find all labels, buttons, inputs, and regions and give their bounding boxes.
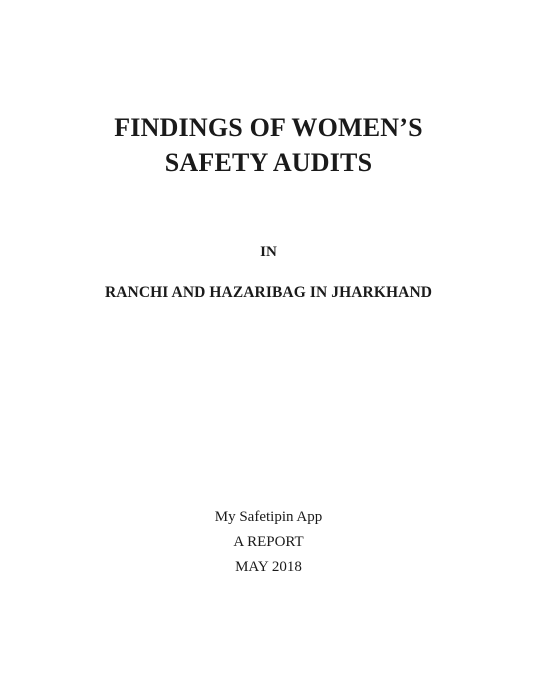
report-title-line-1: FINDINGS OF WOMEN’S — [114, 113, 423, 142]
report-footer — [0, 505, 537, 580]
report-title — [0, 110, 537, 180]
location-heading: RANCHI AND HAZARIBAG IN JHARKHAND — [104, 284, 433, 301]
report-title-line-2: SAFETY AUDITS — [164, 148, 373, 177]
report-date: MAY 2018 — [235, 559, 302, 575]
preposition-text: IN — [260, 244, 277, 260]
app-name: My Safetipin App — [214, 509, 323, 525]
report-type: A REPORT — [233, 534, 304, 550]
